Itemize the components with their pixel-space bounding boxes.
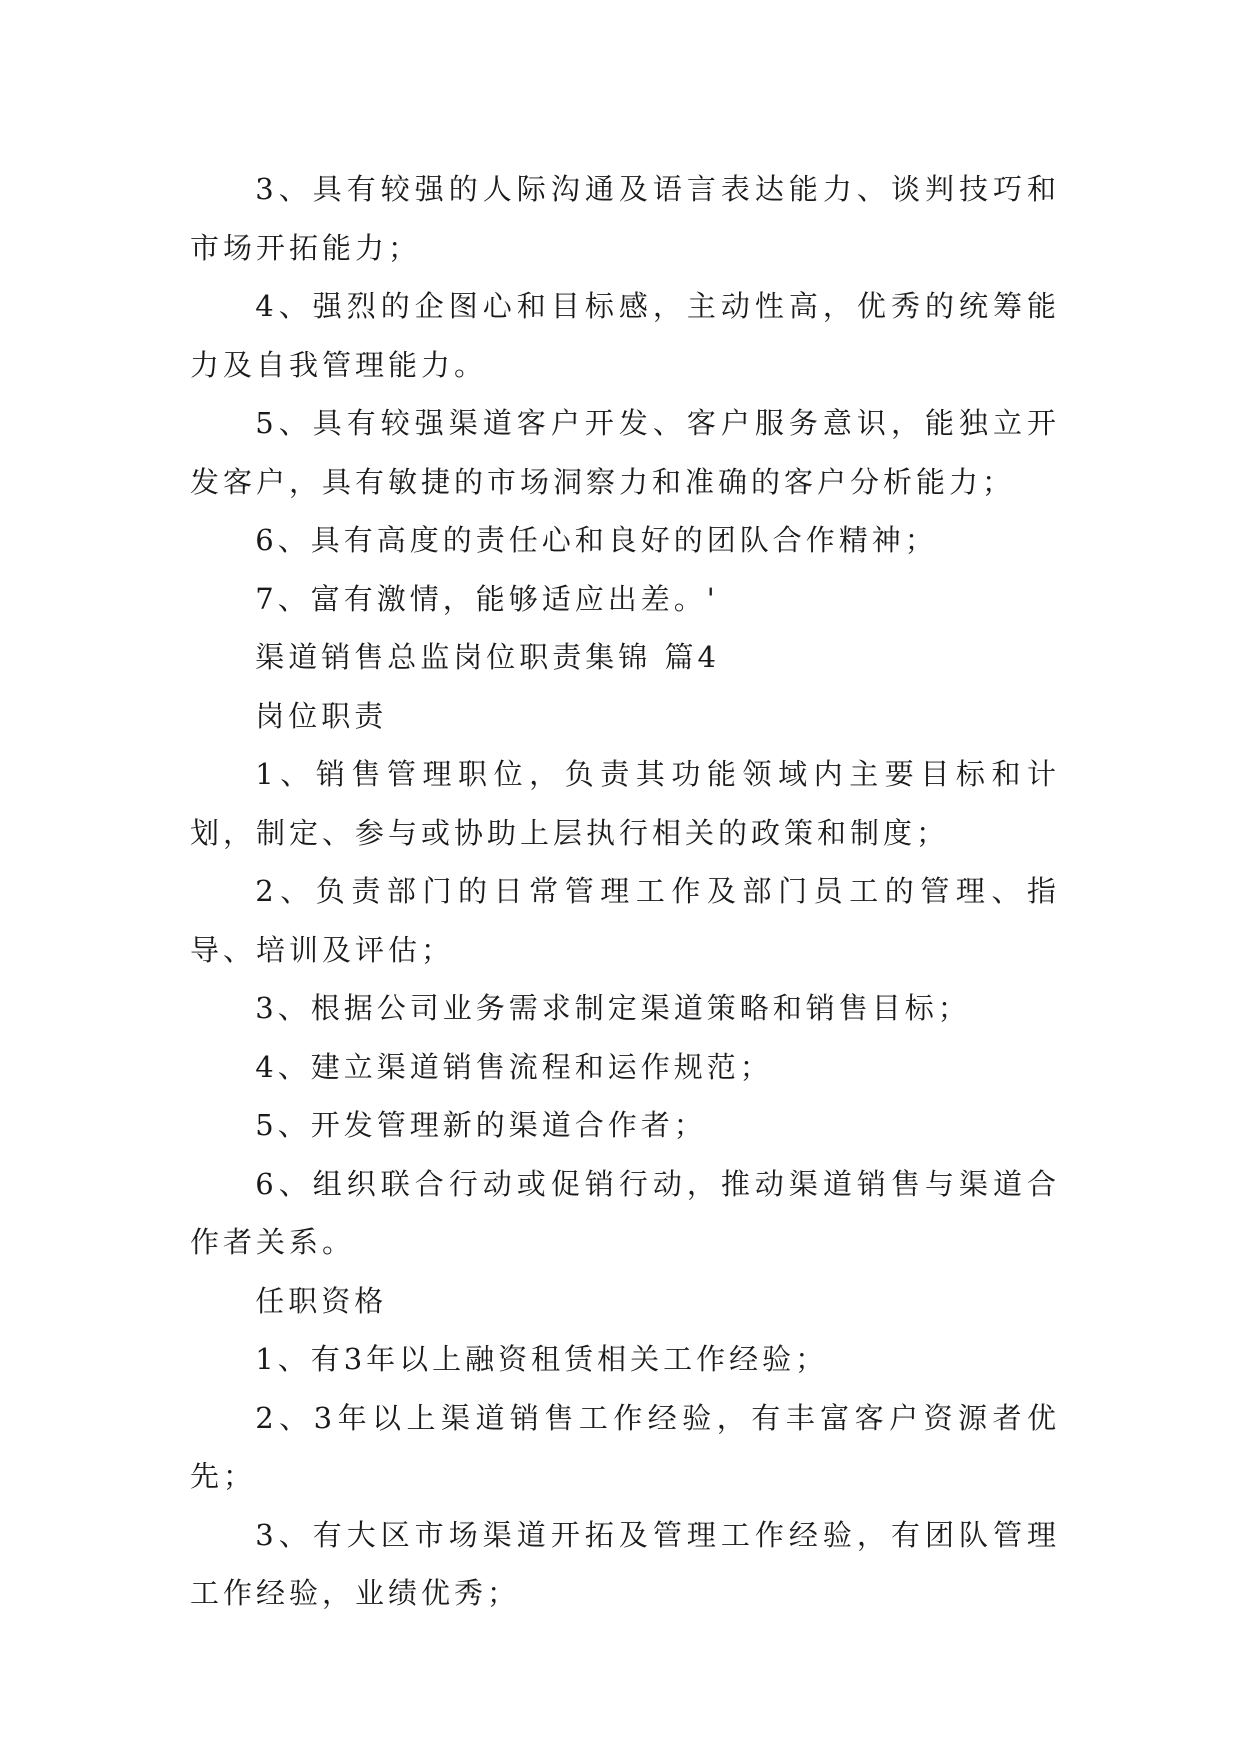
subheading: 岗位职责 [255, 698, 388, 733]
paragraph: 2、3年以上渠道销售工作经验，有丰富客户资源者优先； [190, 1400, 1060, 1493]
paragraph: 5、具有较强渠道客户开发、客户服务意识，能独立开发客户，具有敏捷的市场洞察力和准确的客户分析能力； [190, 406, 1060, 499]
paragraph: 4、强烈的企图心和目标感，主动性高，优秀的统筹能力及自我管理能力。 [190, 289, 1060, 382]
paragraph: 3、有大区市场渠道开拓及管理工作经验，有团队管理工作经验，业绩优秀； [190, 1517, 1060, 1610]
paragraph: 4、建立渠道销售流程和运作规范； [255, 1049, 773, 1084]
paragraph: 1、有3年以上融资租赁相关工作经验； [255, 1342, 829, 1376]
paragraph: 1、销售管理职位，负责其功能领域内主要目标和计划，制定、参与或协助上层执行相关的政策和制度； [190, 757, 1060, 850]
subheading: 任职资格 [255, 1283, 388, 1318]
paragraph: 3、根据公司业务需求制定渠道策略和销售目标； [255, 991, 971, 1025]
paragraph: 7、富有激情，能够适应出差。' [255, 581, 719, 616]
paragraph: 6、具有高度的责任心和良好的团队合作精神； [255, 523, 938, 557]
paragraph: 6、组织联合行动或促销行动，推动渠道销售与渠道合作者关系。 [190, 1166, 1060, 1259]
paragraph: 3、具有较强的人际沟通及语言表达能力、谈判技巧和市场开拓能力； [190, 172, 1060, 265]
paragraph: 2、负责部门的日常管理工作及部门员工的管理、指导、培训及评估； [190, 874, 1060, 967]
document-body [190, 160, 1060, 1623]
paragraph: 5、开发管理新的渠道合作者； [255, 1108, 707, 1142]
section-heading: 渠道销售总监岗位职责集锦 篇4 [255, 640, 720, 674]
